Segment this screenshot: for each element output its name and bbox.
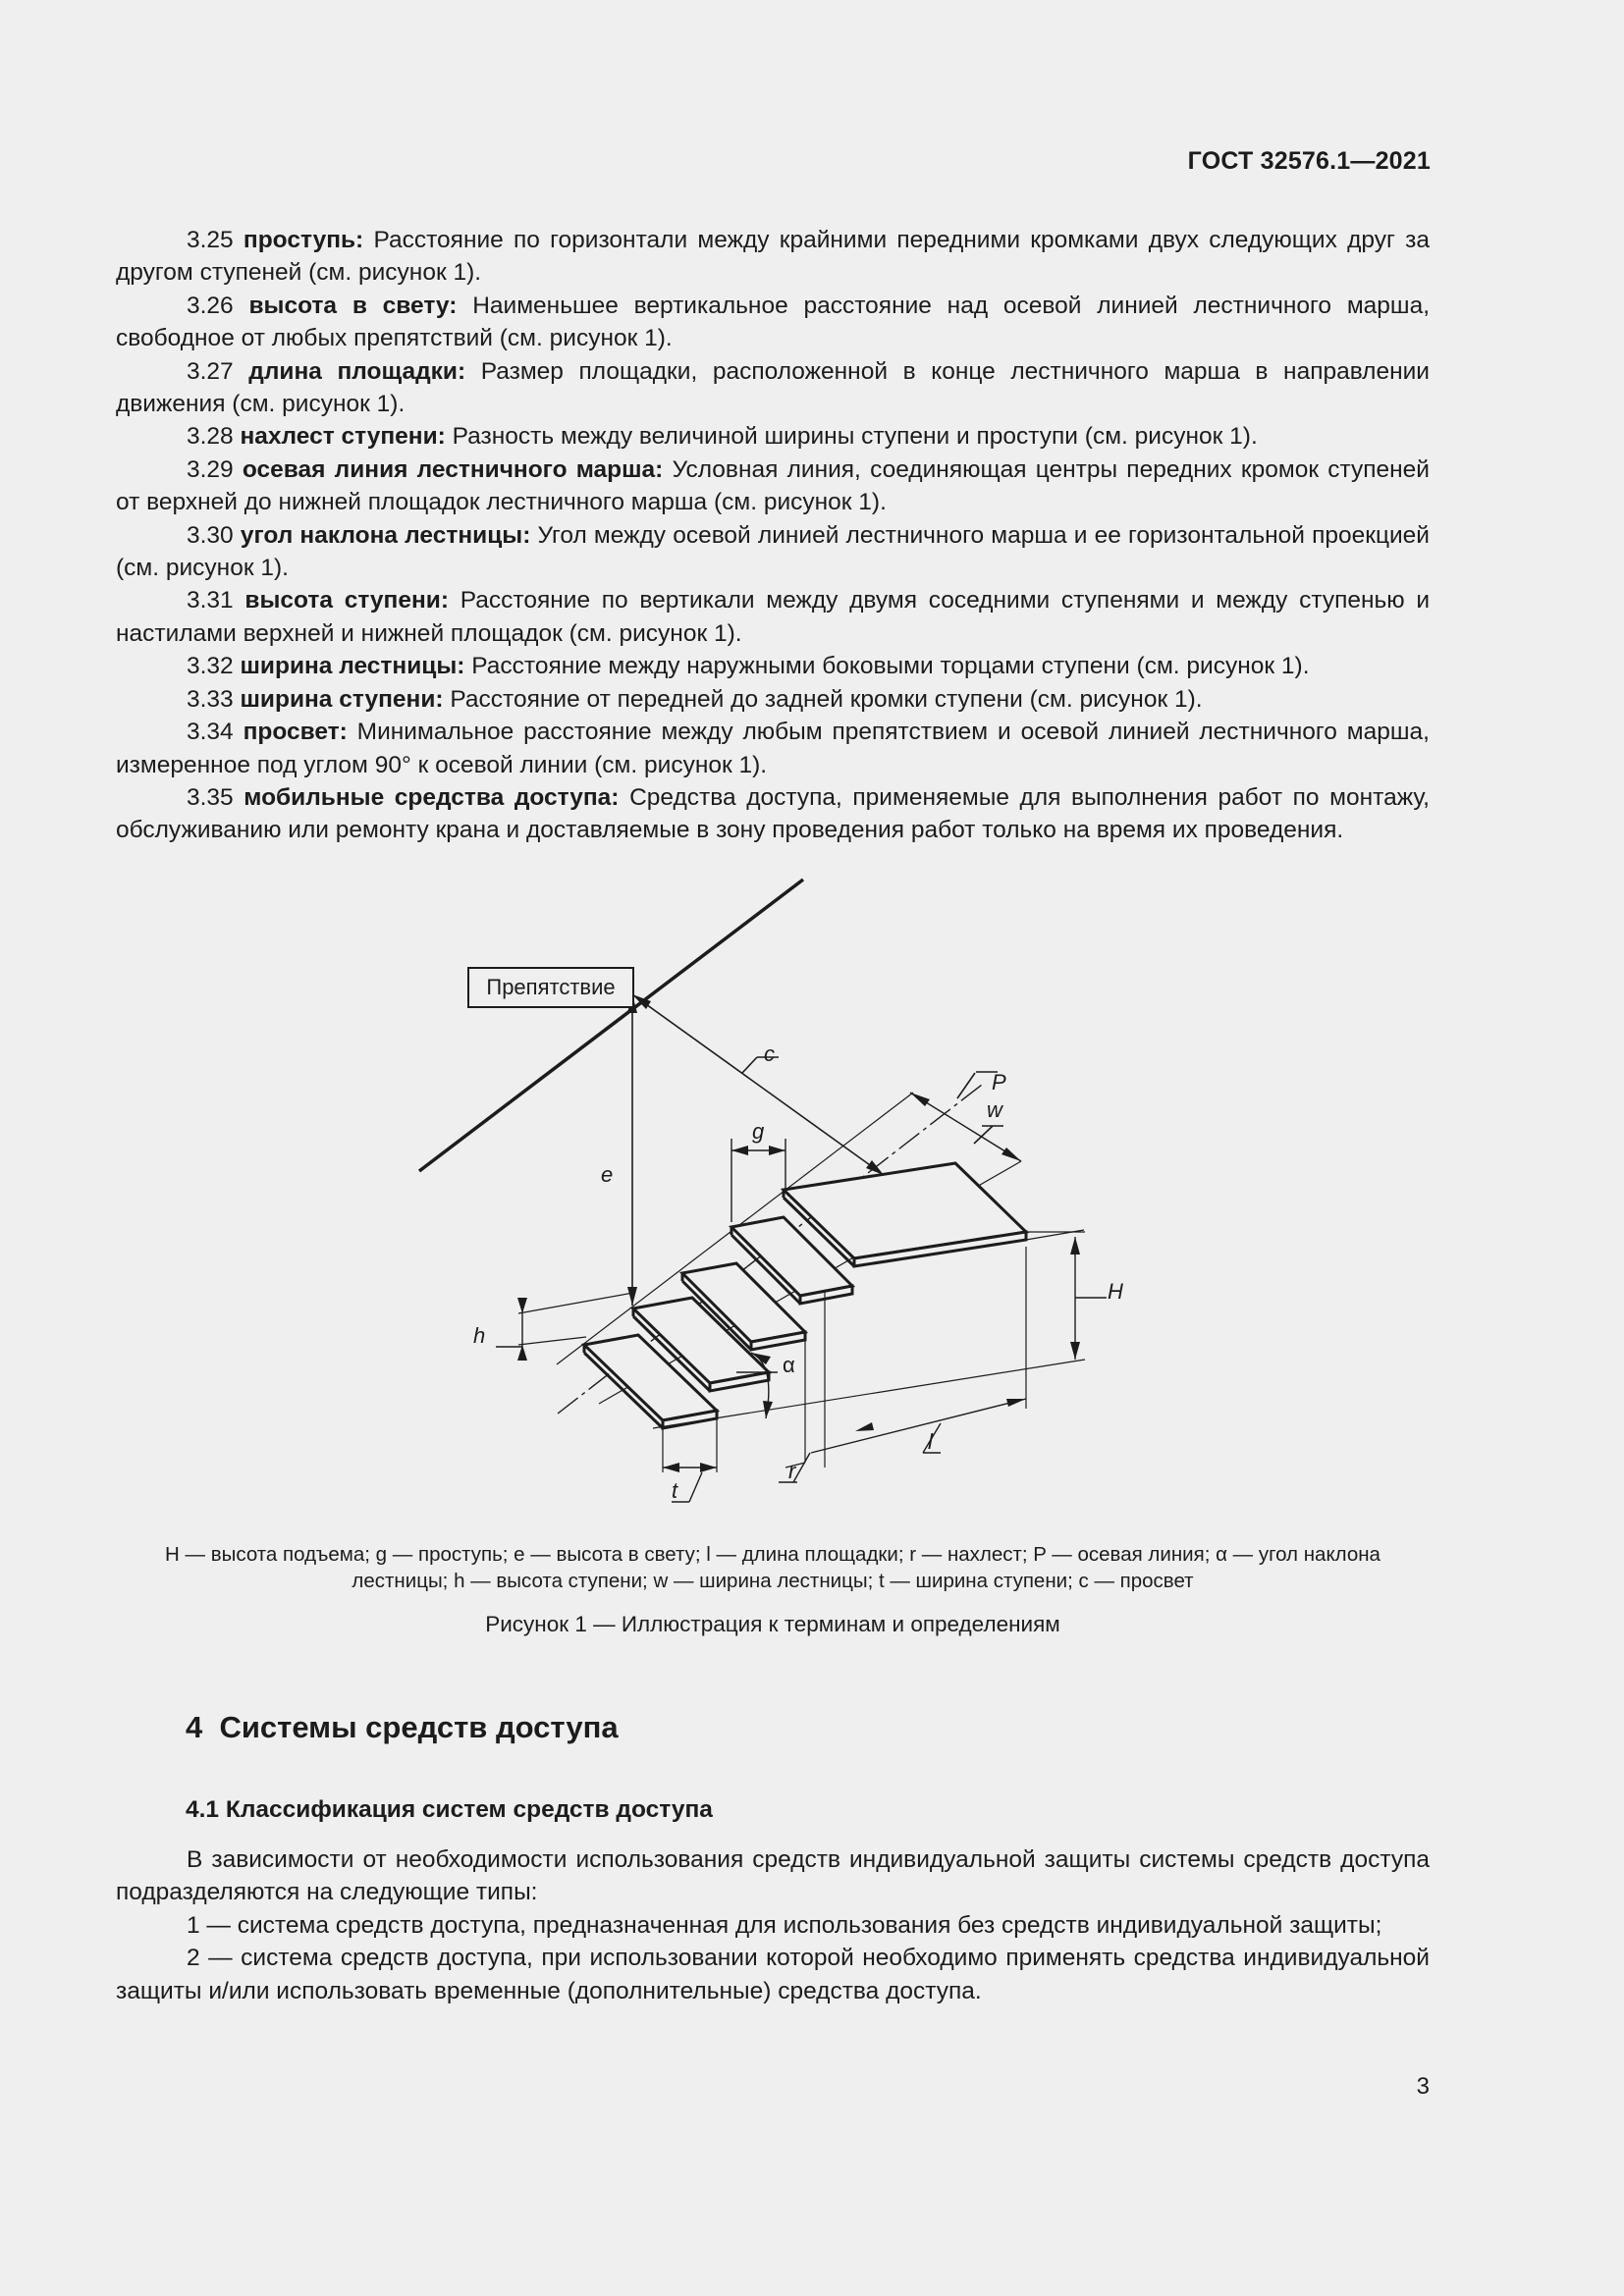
paragraph: 2 — система средств доступа, при использовании которой необходимо применять средства индивидуальной защиты и/или использовать временные (дополнительные) средства доступа. [116, 1945, 1430, 2004]
definition-term: проступь: [243, 227, 364, 253]
label-h: h [473, 1323, 486, 1348]
obstacle-line [419, 880, 803, 1171]
page-number: 3 [1416, 2073, 1430, 2100]
definition-item: 3.25 проступь: Расстояние по горизонтали между крайними передними кромками двух следующих друг за другом ступеней (см. рисунок 1). [116, 227, 1430, 287]
definition-item: 3.32 ширина лестницы: Расстояние между наружными боковыми торцами ступени (см. рисунок 1). [187, 653, 1310, 680]
definition-item: 3.31 высота ступени: Расстояние по вертикали между двумя соседними ступенями и между ступенью и настилами верхней и нижней площадок (см. рисунок 1). [116, 587, 1431, 647]
label-alpha: α [783, 1353, 795, 1377]
legend-line: лестницы; h — высота ступени; w — ширина лестницы; t — ширина ступени; c — просвет [352, 1570, 1194, 1592]
definition-item: 3.28 нахлест ступени: Разность между величиной ширины ступени и проступи (см. рисунок 1). [187, 423, 1258, 451]
label-P: P [992, 1070, 1006, 1095]
document-header: ГОСТ 32576.1—2021 [1187, 147, 1431, 175]
definition-term: длина площадки: [248, 357, 466, 385]
definition-item: 3.26 высота в свету: Наименьшее вертикальное расстояние над осевой линией лестничного марша, свободное от любых препятствий (см. рисунок 1). [116, 292, 1431, 352]
definition-term: высота ступени: [244, 587, 450, 614]
label-c: c [764, 1041, 775, 1066]
label-w: w [987, 1097, 1002, 1122]
paragraph: 1 — система средств доступа, предназначенная для использования без средств индивидуальной защиты; [187, 1911, 1382, 1939]
definition-term: осевая линия лестничного марша: [242, 455, 664, 483]
definition-term: высота в свету: [248, 292, 458, 319]
definition-item: 3.33 ширина ступени: Расстояние от передней до задней кромки ступени (см. рисунок 1). [187, 685, 1203, 713]
definition-term: нахлест ступени: [240, 423, 446, 451]
definition-item: 3.34 просвет: Минимальное расстояние между любым препятствием и осевой линией лестничного марша, измеренное под углом 90° к осевой линии (см. рисунок 1). [116, 719, 1430, 778]
subsection-title: 4.1 Классификация систем средств доступа [186, 1796, 713, 1823]
definition-term: мобильные средства доступа: [244, 783, 620, 811]
label-g: g [752, 1119, 765, 1144]
section-title: 4 Системы средств доступа [186, 1710, 619, 1744]
definition-item: 3.35 мобильные средства доступа: Средства доступа, применяемые для выполнения работ по монтажу, обслуживанию или ремонту крана и доставляемые в зону проведения работ только на время их проведения. [116, 783, 1430, 844]
legend-line: H — высота подъема; g — проступь; e — высота в свету; l — длина площадки; r — нахлест; P — осевая линия; α — угол наклона [165, 1543, 1380, 1566]
definition-item: 3.29 осевая линия лестничного марша: Условная линия, соединяющая центры передних кромок ступеней от верхней до нижней площадок лестничного марша (см. рисунок 1). [116, 455, 1430, 516]
label-H: H [1108, 1279, 1123, 1304]
label-l: l [928, 1429, 933, 1454]
section-body [116, 1843, 1430, 2007]
obstacle-label: Препятствие [467, 967, 634, 1008]
definition-item: 3.30 угол наклона лестницы: Угол между осевой линией лестничного марша и ее горизонтальной проекцией (см. рисунок 1). [116, 521, 1430, 582]
label-t: t [672, 1478, 678, 1503]
definition-item: 3.27 длина площадки: Размер площадки, расположенной в конце лестничного марша в направлении движения (см. рисунок 1). [116, 357, 1430, 418]
figure-legend [116, 1541, 1430, 1594]
definition-term: просвет: [243, 719, 348, 746]
label-e: e [601, 1162, 614, 1187]
label-r: r [788, 1459, 796, 1483]
definition-term: ширина лестницы: [240, 653, 465, 680]
paragraph: В зависимости от необходимости использования средств индивидуальной защиты системы средств доступа подразделяются на следующие типы: [116, 1846, 1430, 1906]
definition-term: ширина ступени: [240, 685, 444, 713]
definition-term: угол наклона лестницы: [240, 521, 531, 549]
figure-caption: Рисунок 1 — Иллюстрация к терминам и определениям [485, 1612, 1060, 1636]
